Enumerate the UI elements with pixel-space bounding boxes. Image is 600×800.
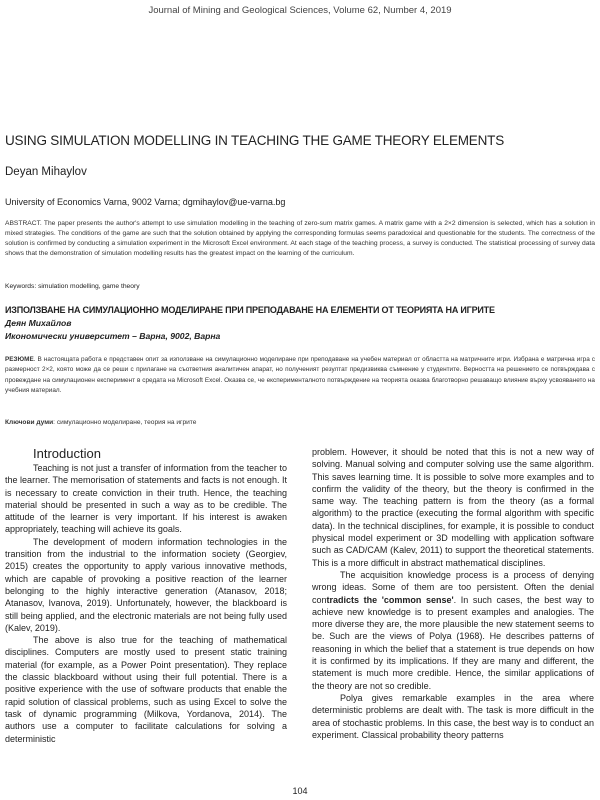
paragraph: Teaching is not just a transfer of information from the teacher to the learner. The memorisation of statements and facts is not enough. It is necessary to create conviction in their truth. Hence, the teaching material should be presented in such a way as to be credible. The attitude of the learner is very important. If his interest is awaken appropriately, teaching will achieve its goals.: [5, 463, 287, 535]
paragraph: Polya gives remarkable examples in the area where deterministic problems are dealt with. The task is more difficult in the area of stochastic problems. In this case, the best way is to conduct an experiment. Classical probability theory patterns: [312, 692, 594, 740]
section-heading-introduction: Introduction: [33, 446, 101, 461]
text-run: . In such cases, the best way to achieve new knowledge is to present examples and analogies. The more diverse they are, the more plausible the new statement seems to be. Such are the views of Polya (1968). He describes patterns of reasoning in which the belief that a statement is true depends on how it is confirmed by its implications. If they are many and different, the statement is much more credible. Hence, the similar applications of the theory are not so credible.: [312, 594, 594, 691]
paragraph: The above is also true for the teaching of mathematical disciplines. Computers are mostly used to present static training material (for example, as a Power Point presentation). They replace the classic blackboard without using their full potential. There is a positive experience with the use of software products that enable the rapid solution of classical problems, such as using Excel to solve the task of dynamic programming (Milkova, Yordanova, 2014). The authors use a computer to facilitate calculations for solving a deterministic: [5, 635, 287, 744]
journal-header: Journal of Mining and Geological Sciences, Volume 62, Number 4, 2019: [148, 5, 452, 16]
paragraph: [312, 569, 594, 692]
keywords-bg: [5, 419, 196, 426]
emphasis-text: tradicts the 'common sense': [326, 594, 454, 605]
keywords-bg-label: Ключови думи: [5, 419, 54, 426]
left-column: [5, 446, 287, 745]
keywords-bg-text: : симулационно моделиране, теория на игрите: [53, 419, 197, 426]
paper-title-bg: ИЗПОЛЗВАНЕ НА СИМУЛАЦИОННО МОДЕЛИРАНЕ ПРИ ПРЕПОДАВАНЕ НА ЕЛЕМЕНТИ ОТ ТЕОРИЯТА НА ИГРИТЕ: [5, 305, 495, 315]
right-column: [312, 446, 594, 741]
abstract-en: ABSTRACT. The paper presents the author's attempt to use simulation modelling in the teaching of zero-sum matrix games. A matrix game with a 2×2 dimension is selected, which has a solution in mixed strategies. The conditions of the game are such that the solution obtained by applying the corresponding formulas seems paradoxical and questionable for the students. The correctness of the solution is confirmed by conducting a simulation experiment in the Microsoft Excel environment. At each stage of the teaching process, a survey is conducted. The statistical processing of survey data shows that the demonstration of simulation modelling results has the greatest impact on the learning of the curriculum.: [5, 220, 595, 257]
abstract-bg-text: . В настоящата работа е представен опит за използване на симулационно моделиране при преподаване на учебен материал от областта на матричните игри. Избрана е матрична игра с размерност 2×2, която може да се реши с прилагане на съответния аналитичен апарат, но полученият резултат предизвиква съмнение у студентите. Верността на решението се потвърждава с провеждане на симулационен експеримент в средата на Microsoft Excel. Оказва се, че експерименталното потвърждение на теорията оказва благотворно решаващо влияние върху усвояването на учебния материал.: [5, 356, 595, 394]
keywords-en: Keywords: simulation modelling, game theory: [5, 283, 140, 290]
paragraph: The development of modern information technologies in the transition from the industrial to the information society (Georgiev, 2015) creates the opportunity to apply various innovative methods, which are capable of provoking a positive reaction of the learner belonging to the highly interactive generation (Atanasov, 2018; Atanasov, Ivanova, 2019). Unfortunately, however, the blackboard is still being applied, and the electronic materials are not being fully used (Kalev, 2019).: [5, 536, 287, 633]
text-run: The acquisition knowledge process is a process of denying wrong ideas. Some of them are too persistent. Often the denial con: [312, 569, 594, 605]
abstract-bg-label: РЕЗЮМЕ: [5, 356, 34, 363]
paragraph: problem. However, it should be noted that this is not a new way of solving. Manual solving and computer solving use the same algorithm. This saves learning time. It is possible to solve more examples and to confirm the validity of the theory, but the theory is confirmed in the same way. The teaching pattern is from the theory (as a formal algorithm) to the practice (executing the formal algorithm with specific data). In the technical disciplines, for example, it is possible to conduct physical model experiment or 3D modelling with application software such as CAD/CAM (Kalev, 2011) to support the theoretical statements. This is a more difficult in abstract mathematical disciplines.: [312, 447, 594, 568]
abstract-bg: [5, 355, 595, 396]
paper-title: USING SIMULATION MODELLING IN TEACHING THE GAME THEORY ELEMENTS: [5, 133, 504, 148]
author-name-bg: Деян Михайлов: [5, 318, 72, 328]
author-affiliation-bg: Икономически университет – Варна, 9002, Варна: [5, 331, 221, 341]
author-name: Deyan Mihaylov: [5, 166, 87, 178]
author-affiliation: University of Economics Varna, 9002 Varna; dgmihaylov@ue-varna.bg: [5, 197, 286, 207]
page-number: 104: [292, 786, 308, 796]
